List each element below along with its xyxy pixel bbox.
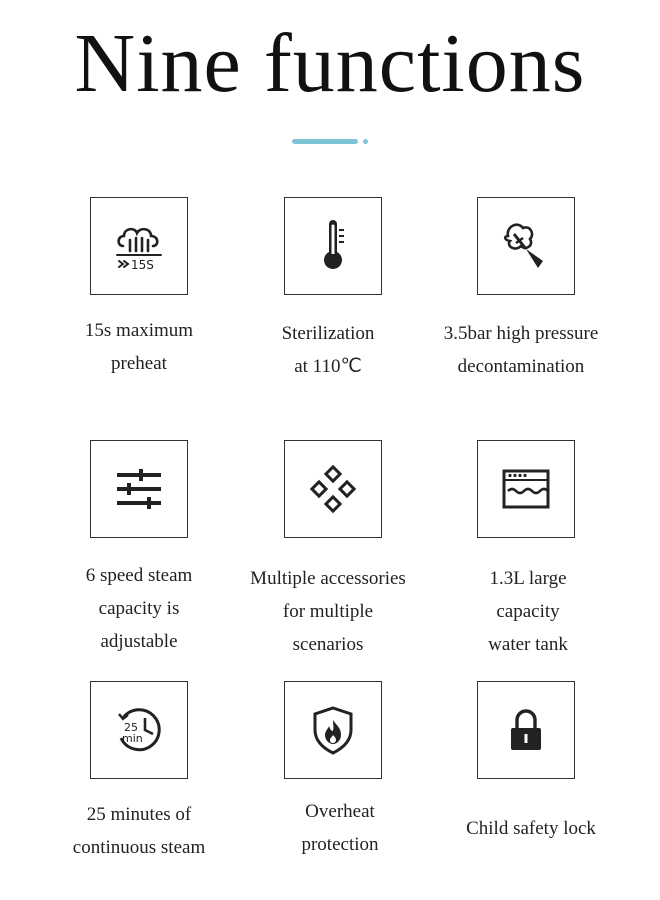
feature-label-continuous-steam: 25 minutes of continuous steam (72, 804, 206, 858)
page-title: Nine functions (74, 17, 586, 110)
spray-nozzle-icon (496, 216, 556, 276)
accent-bar (292, 139, 358, 144)
feature-card-continuous-steam (90, 681, 188, 779)
steam-preheat-icon (109, 216, 169, 276)
lock-icon (496, 700, 556, 760)
feature-label-accessories: Multiple accessories for multiple scenarios (250, 568, 406, 655)
thermometer-icon (303, 216, 363, 276)
feature-label-water-tank: 1.3L large capacity water tank (488, 568, 568, 655)
svg-text:15S: 15S (131, 258, 154, 272)
feature-label-child-lock: Child safety lock (466, 818, 596, 839)
svg-text:25: 25 (124, 721, 138, 734)
feature-label-high-pressure: 3.5bar high pressure decontamination (443, 323, 599, 377)
feature-label-steam-speed: 6 speed steam capacity is adjustable (85, 565, 193, 652)
feature-card-accessories (284, 440, 382, 538)
feature-card-high-pressure (477, 197, 575, 295)
feature-label-sterilization: Sterilization at 110℃ (281, 323, 375, 377)
sliders-icon (109, 459, 169, 519)
feature-card-preheat (90, 197, 188, 295)
accent-dot (363, 139, 368, 144)
water-tank-icon (496, 459, 556, 519)
timer-icon (109, 700, 169, 760)
feature-card-overheat (284, 681, 382, 779)
feature-card-child-lock (477, 681, 575, 779)
feature-card-sterilization (284, 197, 382, 295)
feature-card-steam-speed (90, 440, 188, 538)
feature-label-preheat: 15s maximum preheat (84, 320, 194, 374)
accessories-icon (303, 459, 363, 519)
feature-label-overheat: Overheat protection (301, 801, 379, 855)
feature-card-water-tank (477, 440, 575, 538)
flame-shield-icon (303, 700, 363, 760)
svg-text:min: min (122, 732, 143, 745)
